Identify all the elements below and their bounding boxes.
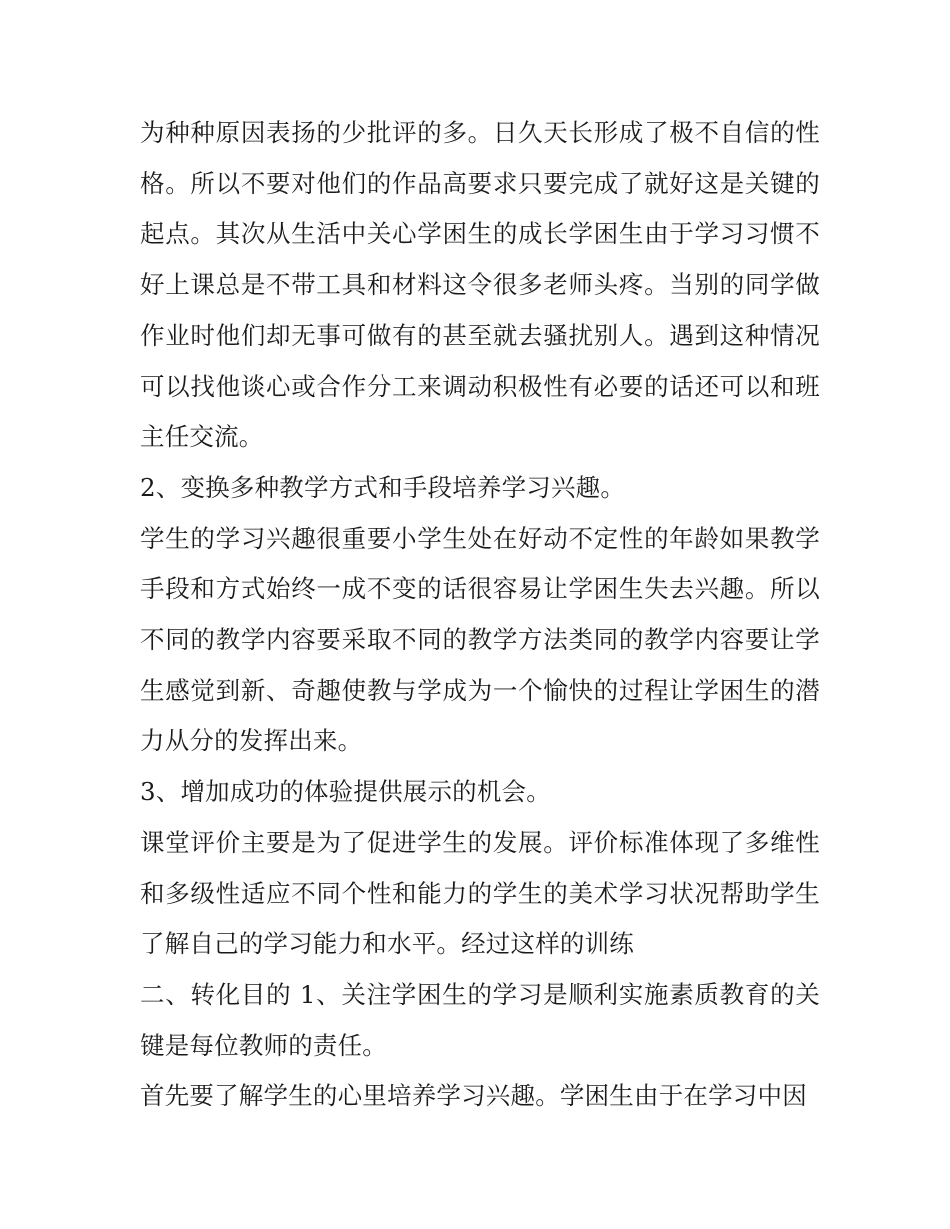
paragraph-7: 首先要了解学生的心里培养学习兴趣。学困生由于在学习中因 xyxy=(140,1081,807,1111)
document-body xyxy=(140,108,820,1122)
paragraph-2-heading: 2、变换多种教学方式和手段培养学习兴趣。 xyxy=(140,472,626,502)
paragraph-6-heading: 二、转化目的 1、关注学困生的学习是顺利实施素质教育的关键是每位教师的责任。 xyxy=(140,979,820,1060)
paragraph-3: 学生的学习兴趣很重要小学生处在好动不定性的年龄如果教学手段和方式始终一成不变的话很容易让学困生失去兴趣。所以不同的教学内容要采取不同的教学方法类同的教学内容要让学生感觉到新、奇趣使教与学成为一个愉快的过程让学困生的潜力从分的发挥出来。 xyxy=(140,523,820,756)
paragraph-1: 为种种原因表扬的少批评的多。日久天长形成了极不自信的性格。所以不要对他们的作品高要求只要完成了就好这是关键的起点。其次从生活中关心学困生的成长学困生由于学习习惯不好上课总是不带工具和材料这令很多老师头疼。当别的同学做作业时他们却无事可做有的甚至就去骚扰别人。遇到这种情况可以找他谈心或合作分工来调动积极性有必要的话还可以和班主任交流。 xyxy=(140,118,820,452)
paragraph-4-heading: 3、增加成功的体验提供展示的机会。 xyxy=(140,777,551,807)
paragraph-5: 课堂评价主要是为了促进学生的发展。评价标准体现了多维性和多级性适应不同个性和能力的学生的美术学习状况帮助学生了解自己的学习能力和水平。经过这样的训练 xyxy=(140,827,820,959)
